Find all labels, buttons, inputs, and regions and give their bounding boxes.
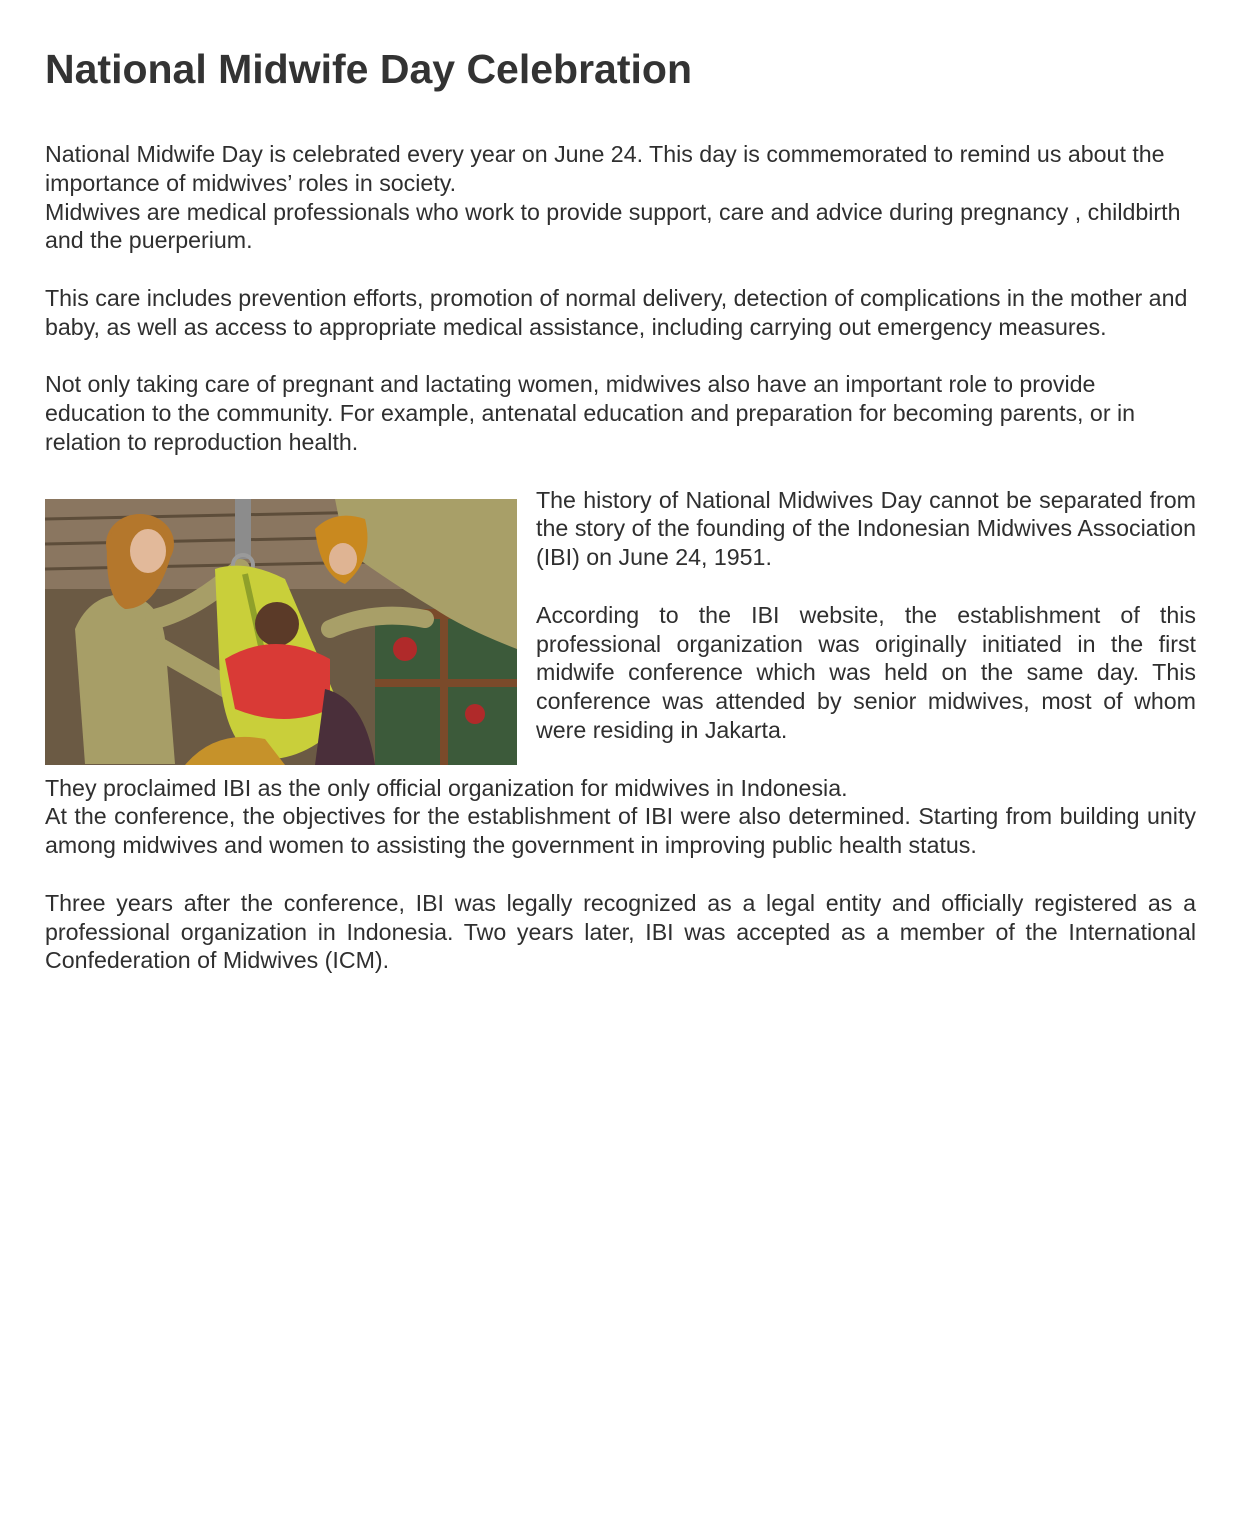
article-photo: [45, 499, 517, 765]
paragraph-recognition: Three years after the conference, IBI was legally recognized as a legal entity and officially registered as a professional organization in Indonesia. Two years later, IBI was accepted as a member of the International Confederation of Midwives (ICM).: [45, 889, 1196, 974]
paragraph-objectives: At the conference, the objectives for the establishment of IBI were also determined. Starting from building unity among midwives and women to assisting the government in improving public health status.: [45, 803, 1196, 859]
paragraph-ibi-website: According to the IBI website, the establishment of this professional organization was originally initiated in the first midwife conference which was held on the same day. This conference was attended by senior midwives, most of whom were residing in Jakarta.: [536, 601, 1196, 743]
paragraph-proclaimed: They proclaimed IBI as the only official organization for midwives in Indonesia.: [45, 774, 848, 801]
paragraph-intro-1: National Midwife Day is celebrated every year on June 24. This day is commemorated to remind us about the importance of midwives’ roles in society.: [45, 141, 1165, 196]
article-body: [45, 140, 1196, 975]
photo-midwives-weighing-child-icon: [45, 499, 517, 765]
paragraph-care: This care includes prevention efforts, promotion of normal delivery, detection of complications in the mother and baby, as well as access to appropriate medical assistance, including carrying out emergency measures.: [45, 284, 1188, 340]
page-title: National Midwife Day Celebration: [45, 46, 692, 92]
paragraph-education: Not only taking care of pregnant and lactating women, midwives also have an important role to provide education to the community. For example, antenatal education and preparation for becoming parents, or in relation to reproduction health.: [45, 371, 1136, 455]
paragraph-intro-2: Midwives are medical professionals who work to provide support, care and advice during pregnancy , childbirth and the puerperium.: [45, 198, 1181, 254]
paragraph-history: The history of National Midwives Day cannot be separated from the story of the founding of the Indonesian Midwives Association (IBI) on June 24, 1951.: [536, 486, 1196, 571]
